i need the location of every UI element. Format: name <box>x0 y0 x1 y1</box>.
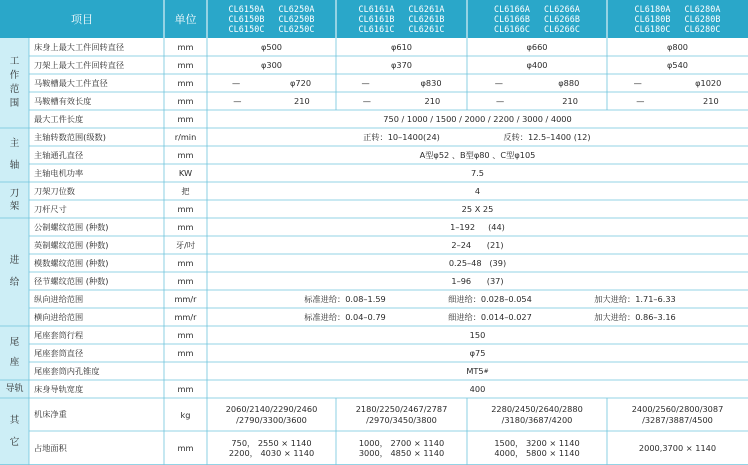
value-cell: 2000,3700 × 1140 <box>638 442 717 453</box>
unit-label: mm <box>177 114 194 124</box>
value-cell: 750， 2550 × 1140 2200， 4030 × 1140 <box>228 437 315 458</box>
value-cell: 7.5 <box>470 168 485 178</box>
unit-label: mm <box>177 78 194 88</box>
value-cell: φ300 <box>260 60 283 70</box>
header-models-group-66 <box>467 0 607 38</box>
item-label: 马鞍槽有效长度 <box>34 95 92 106</box>
item-label: 尾座套筒直径 <box>34 347 84 358</box>
category-other: 其 它 <box>0 398 29 465</box>
value-cell: 400 <box>469 384 486 394</box>
value-cell: 2400/2560/2800/3087 /3287/3887/4500 <box>631 404 724 425</box>
item-label: 床身导轨宽度 <box>34 383 84 394</box>
model-list-right: CL6250A CL6250B CL6250C <box>278 4 315 34</box>
unit-label: 牙/吋 <box>175 239 196 250</box>
value-cell: A型φ52 、B型φ80 、C型φ105 <box>419 149 536 160</box>
value-cell: φ75 <box>469 348 486 358</box>
unit-label: mm <box>177 276 194 286</box>
unit-label: mm/r <box>174 312 197 322</box>
value-cell: — 210 <box>636 96 719 106</box>
item-label: 公制螺纹范围 (种数) <box>34 221 109 232</box>
item-label: 主轴通孔直径 <box>34 149 84 160</box>
value-cell: 4 <box>474 186 481 196</box>
category-spindle: 主 轴 <box>0 128 29 182</box>
value-cell: — 210 <box>362 96 441 106</box>
model-list-left: CL6180A CL6180B CL6180C <box>634 4 671 34</box>
value-cell: φ400 <box>526 60 548 70</box>
value-cell: φ660 <box>526 42 548 52</box>
value-cell: 1500， 3200 × 1140 4000， 5800 × 1140 <box>494 437 580 458</box>
value-cell: 标准进给：0.04–0.79 <box>304 311 386 322</box>
item-label: 径节螺纹范围 (种数) <box>34 275 109 286</box>
unit-label: r/min <box>174 132 197 142</box>
value-cell: — 210 <box>496 96 578 106</box>
value-cell: 2–24 (21) <box>451 240 504 250</box>
value-cell: MT5 # <box>466 366 489 376</box>
value-cell: 150 <box>469 330 486 340</box>
unit-label: mm <box>177 204 194 214</box>
value-cell: 加大进给：1.71–6.33 <box>594 293 676 304</box>
item-label: 刀架上最大工件回转直径 <box>34 59 125 70</box>
model-list-right: CL6280A CL6280B CL6280C <box>684 4 721 34</box>
unit-label: 把 <box>181 185 190 196</box>
model-list-right: CL6261A CL6261B CL6261C <box>408 4 445 34</box>
unit-label: mm/r <box>174 294 197 304</box>
unit-label: mm <box>177 330 194 340</box>
value-cell: 1000， 2700 × 1140 3000， 4850 × 1140 <box>358 437 445 458</box>
value-cell: 750 / 1000 / 1500 / 2000 / 2200 / 3000 / 4000 <box>383 114 572 124</box>
value-cell: 加大进给：0.86–3.16 <box>594 311 676 322</box>
item-label: 主轴电机功率 <box>34 167 84 178</box>
header-item-label: 项目 <box>0 0 164 38</box>
value-cell: — φ830 <box>361 78 442 88</box>
item-label: 刀架刀位数 <box>34 185 75 196</box>
unit-label: kg <box>180 409 191 420</box>
header-models-group-50 <box>207 0 336 38</box>
value-cell: 细进给：0.014–0.027 <box>448 311 532 322</box>
item-label: 英制螺纹范围 (种数) <box>34 239 109 250</box>
unit-label: mm <box>177 348 194 358</box>
item-label: 床身上最大工件回转直径 <box>34 41 125 52</box>
value-cell: φ370 <box>390 60 413 70</box>
header-models-group-61 <box>336 0 467 38</box>
unit-label: mm <box>177 384 194 394</box>
unit-label: KW <box>178 168 193 178</box>
value-cell: 1–192 (44) <box>450 222 505 232</box>
header-unit-label: 单位 <box>164 0 207 38</box>
value-cell: 标准进给：0.08–1.59 <box>304 293 386 304</box>
unit-label <box>164 362 207 380</box>
value-cell: — 210 <box>233 96 310 106</box>
value-cell: 正转：10–1400(24) <box>363 131 440 142</box>
item-label: 机床净重 <box>34 409 67 419</box>
header-models-group-80 <box>607 0 748 38</box>
category-tool-rest: 刀 架 <box>0 182 29 218</box>
item-label: 最大工件长度 <box>34 113 84 124</box>
value-cell: — φ720 <box>231 78 312 88</box>
item-label: 尾座套筒行程 <box>34 329 84 340</box>
value-cell: 细进给：0.028–0.054 <box>448 293 532 304</box>
unit-label: mm <box>177 443 194 453</box>
category-guideway: 导轨 <box>0 380 29 398</box>
value-cell: 2060/2140/2290/2460 /2790/3300/3600 <box>225 404 318 425</box>
unit-label: mm <box>177 96 194 106</box>
value-cell: — φ1020 <box>633 78 722 88</box>
unit-label: mm <box>177 60 194 70</box>
value-cell: 2180/2250/2467/2787 /2970/3450/3800 <box>355 404 448 425</box>
item-label: 尾座套筒内孔锥度 <box>34 365 100 376</box>
item-label: 刀杆尺寸 <box>34 203 67 214</box>
model-list-right: CL6266A CL6266B CL6266C <box>544 4 580 34</box>
value-cell: φ800 <box>666 42 689 52</box>
unit-label: mm <box>177 42 194 52</box>
model-list-left: CL6161A CL6161B CL6161C <box>358 4 395 34</box>
item-label: 占地面积 <box>34 442 67 453</box>
value-cell: 25 X 25 <box>461 204 494 214</box>
unit-label: mm <box>177 258 194 268</box>
model-list-left: CL6166A CL6166B CL6166C <box>494 4 530 34</box>
value-cell: 2280/2450/2640/2880 /3180/3687/4200 <box>491 404 583 425</box>
value-cell: 0.25–48 (39) <box>448 258 507 268</box>
value-cell: — φ880 <box>494 78 580 88</box>
unit-label: mm <box>177 150 194 160</box>
value-cell: φ500 <box>260 42 283 52</box>
value-cell: 1–96 (37) <box>451 276 504 286</box>
value-cell: 反转：12.5–1400 (12) <box>503 131 591 142</box>
item-label: 纵向进给范围 <box>34 293 84 304</box>
model-list-left: CL6150A CL6150B CL6150C <box>228 4 265 34</box>
unit-label: mm <box>177 222 194 232</box>
category-work-range: 工 作 范 围 <box>0 38 29 128</box>
category-feed: 进 给 <box>0 218 29 326</box>
category-tailstock: 尾 座 <box>0 326 29 380</box>
item-label: 模数螺纹范围 (种数) <box>34 257 109 268</box>
item-label: 横向进给范围 <box>34 311 84 322</box>
value-cell: φ610 <box>390 42 413 52</box>
item-label: 主轴转数范围(级数) <box>34 131 106 142</box>
item-label: 马鞍槽最大工件直径 <box>34 77 108 88</box>
value-cell: φ540 <box>666 60 689 70</box>
